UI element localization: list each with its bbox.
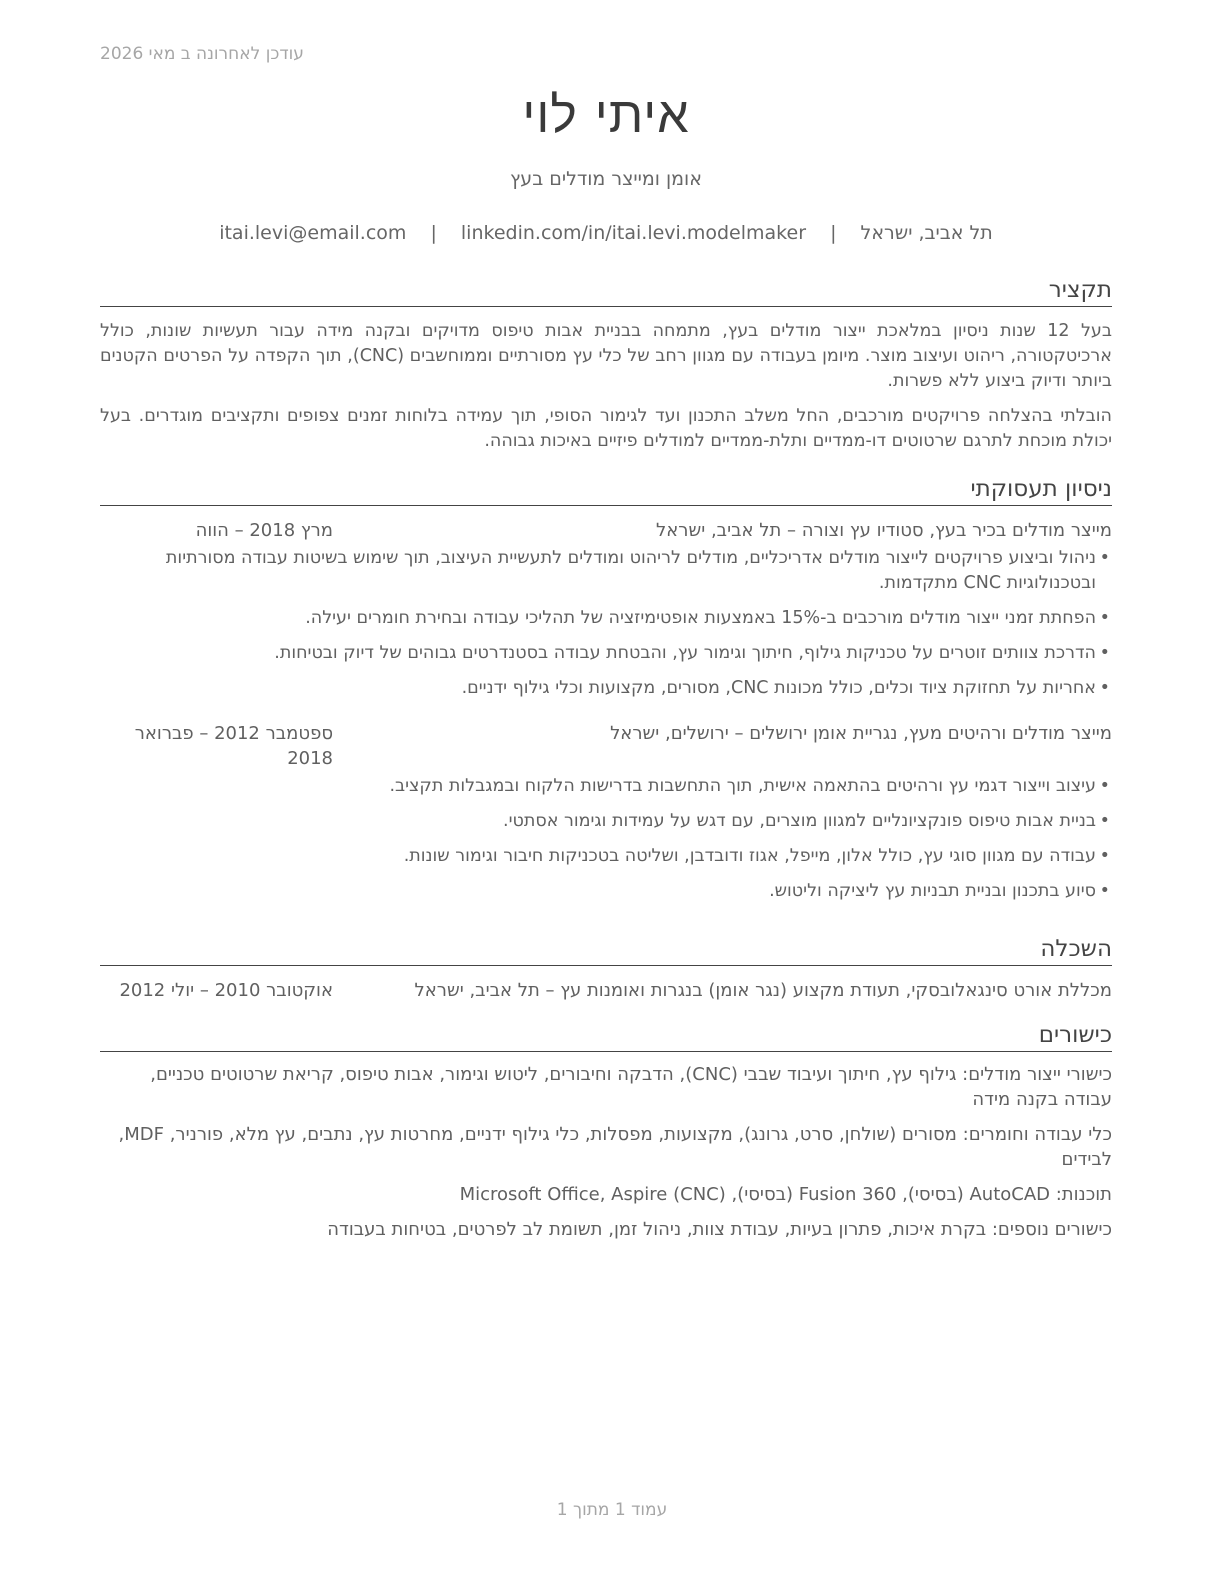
list-item: • בניית אבות טיפוס פונקציונליים למגוון מוצרים, עם דגש על עמידות וגימור אסתטי. — [100, 809, 1096, 834]
skill-line: כישורי ייצור מודלים: גילוף עץ, חיתוך ועיבוד שבבי (CNC), הדבקה וחיבורים, ליטוש וגימור, אבות טיפוס, קריאת שרטוטים טכניים, עבודה בקנה מידה — [150, 1064, 1112, 1110]
education-heading: השכלה — [100, 935, 1112, 966]
summary-paragraph: הובלתי בהצלחה פרויקטים מורכבים, החל משלב התכנון ועד לגימור הסופי, תוך עמידה בלוחות זמנים צפופים ותקציבים מוגדרים. בעל יכולת מוכחת לתרגם שרטוטים דו-ממדיים ותלת-ממדיים למודלים פיזיים באיכות גבוהה. — [100, 406, 1112, 451]
summary-heading: תקציר — [100, 276, 1112, 307]
page-number: עמוד 1 מתוך 1 — [556, 1500, 668, 1520]
job-role: מייצר מודלים ורהיטים מעץ, נגריית אומן ירושלים – ירושלים, ישראל — [610, 723, 1112, 744]
skill-line: כלי עבודה וחומרים: מסורים (שולחן, סרט, גרונג), מקצועות, מפסלות, כלי גילוף ידניים, מחרטות עץ, נתבים, עץ מלא, פורניר, MDF, לבידים — [118, 1124, 1112, 1170]
experience-section — [100, 475, 1112, 914]
summary-paragraph: בעל 12 שנות ניסיון במלאכת ייצור מודלים בעץ, מתמחה בבניית אבות טיפוס מדויקים ובקנה מידה עבור תעשיות שונות, כולל ארכיטקטורה, ריהוט ועיצוב מוצר. מיומן בעבודה עם מגוון רחב של כלי עץ מסורתיים וממוחשבים (CNC), תוך הקפדה על הפרטים הקטנים ביותר ודיוק ביצוע ללא פשרות. — [100, 321, 1112, 391]
skill-line: תוכנות: AutoCAD (בסיסי), Fusion 360 (בסיסי), Microsoft Office, Aspire (CNC) — [459, 1184, 1112, 1205]
separator: | — [830, 222, 837, 244]
skill-line: כישורים נוספים: בקרת איכות, פתרון בעיות, עבודת צוות, ניהול זמן, תשומת לב לפרטים, בטיחות בעבודה — [327, 1219, 1112, 1240]
job-entry — [100, 721, 1112, 904]
summary-section — [100, 276, 1112, 454]
list-item: • אחריות על תחזוקת ציוד וכלים, כולל מכונות CNC, מסורים, מקצועות וכלי גילוף ידניים. — [100, 676, 1096, 701]
education-dates: אוקטובר 2010 – יולי 2012 — [119, 980, 333, 1001]
job-bullets — [100, 546, 1112, 701]
job-bullets — [100, 774, 1112, 904]
education-entry: מכללת אורט סינגאלובסקי, תעודת מקצוע (נגר אומן) בנגרות ואומנות עץ – תל אביב, ישראל — [414, 980, 1112, 1001]
job-dates: מרץ 2018 – הווה — [195, 520, 333, 541]
job-role: מייצר מודלים בכיר בעץ, סטודיו עץ וצורה – תל אביב, ישראל — [656, 520, 1112, 541]
linkedin-link[interactable]: linkedin.com/in/itai.levi.modelmaker — [460, 222, 807, 244]
experience-heading: ניסיון תעסוקתי — [100, 475, 1112, 506]
skills-heading: כישורים — [100, 1021, 1112, 1052]
contact-line — [100, 222, 1112, 244]
separator: | — [430, 222, 437, 244]
candidate-title: אומן ומייצר מודלים בעץ — [510, 168, 702, 190]
list-item: • הדרכת צוותים זוטרים על טכניקות גילוף, חיתוך וגימור עץ, והבטחת עבודה בסטנדרטים גבוהים של דיוק ובטיחות. — [100, 641, 1096, 666]
list-item: • עבודה עם מגוון סוגי עץ, כולל אלון, מייפל, אגוז ודובדבן, ושליטה בטכניקות חיבור וגימור שונות. — [100, 844, 1096, 869]
last-updated-note: עודכן לאחרונה ב מאי 2026 — [100, 44, 304, 64]
candidate-name: איתי לוי — [522, 86, 690, 144]
location: תל אביב, ישראל — [860, 222, 993, 244]
email-link[interactable]: itai.levi@email.com — [219, 222, 407, 244]
job-entry — [100, 518, 1112, 701]
list-item: • סיוע בתכנון ובניית תבניות עץ ליציקה וליטוש. — [100, 879, 1096, 904]
job-dates: ספטמבר 2012 – פברואר 2018 — [134, 723, 333, 769]
list-item: • ניהול וביצוע פרויקטים לייצור מודלים אדריכליים, מודלים לריהוט ומודלים לתעשיית העיצוב, תוך שימוש בשיטות עבודה מסורתיות ובטכנולוגיות CNC מתקדמות. — [100, 546, 1096, 596]
education-section — [100, 935, 1112, 1003]
list-item: • עיצוב וייצור דגמי עץ ורהיטים בהתאמה אישית, תוך התחשבות בדרישות הלקוח ובמגבלות תקציב. — [100, 774, 1096, 799]
list-item: • הפחתת זמני ייצור מודלים מורכבים ב-15% באמצעות אופטימיזציה של תהליכי עבודה ובחירת חומרים יעילה. — [100, 606, 1096, 631]
skills-section — [100, 1021, 1112, 1242]
